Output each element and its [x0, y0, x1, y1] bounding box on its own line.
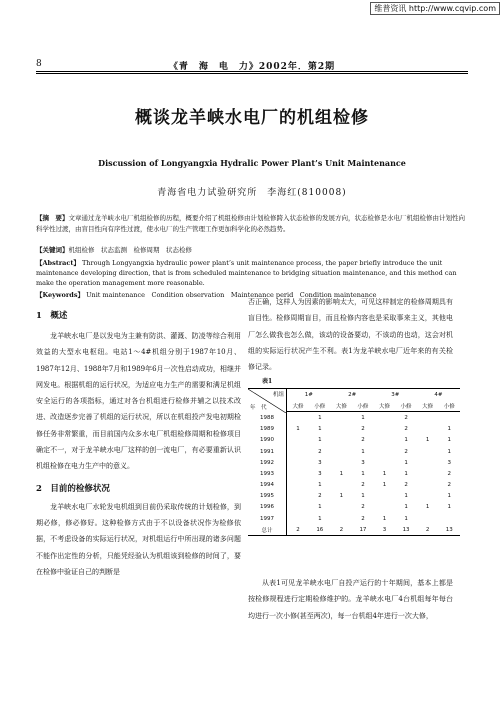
table-cell: 2 — [447, 482, 451, 489]
section-1-paragraph: 龙羊峡水电厂是以发电为主兼有防洪、灌溉、防凌等综合利用效益的大型水电枢纽。电站1～4#机组分别于1987年10月、1987年12月、1988年7月和1989年6月一次性启动成功，相继并网发电。根据机组的运行状况，为适应电力生产的需要和满足机组安全运行的各项指标，通过对各台机组进行检修并辅之以技术改进、改造逐步完善了机组的运行状况，所以在机组投产发电初期检修任务非常繁重，而目前国内众多水电厂机组检修周期和检修项目确定不一，对于龙羊峡水电厂这样的创一流电厂，有必要重新认识机组检修在电力生产中的意义。 — [36, 332, 241, 471]
unit-header: 3# — [391, 391, 400, 398]
table-cell: 3 — [361, 459, 365, 466]
table-cell — [438, 513, 460, 524]
table-cell — [331, 446, 353, 457]
abstract-en-label: 【Abstract】 — [36, 259, 80, 267]
right-column-top-text: 否正确，这样人为因素的影响太大，可见这样制定的检修周期具有盲目性。检修周期盲目，而且检修内容也是采取事来主义，其他电厂怎么做我也怎么做，该动的设备要动，不该动的也动，这会对机组的实际运行状况产生不利。表1为龙羊峡水电厂近年来的有关检修记录。 — [248, 298, 453, 372]
row-year: 1988 — [248, 412, 287, 424]
table-body — [248, 412, 460, 536]
table-cell — [287, 435, 310, 446]
table-cell: 1 — [404, 437, 408, 444]
table-cell — [374, 457, 396, 468]
table-cell: 1 — [318, 515, 322, 522]
table-cell — [287, 468, 310, 479]
table-cell — [331, 412, 353, 424]
table-cell: 16 — [316, 526, 324, 533]
table-cell — [374, 491, 396, 502]
table-cell — [417, 424, 439, 435]
table-cell — [287, 457, 310, 468]
table-cell: 2 — [361, 482, 365, 489]
table-cell — [287, 480, 310, 491]
watermark: 维普资讯 http://www.cqvip.com — [370, 2, 500, 15]
unit-header: 1# — [304, 391, 313, 398]
table-cell — [331, 435, 353, 446]
table-row — [248, 480, 460, 491]
right-column-bottom-text — [248, 575, 453, 624]
table-cell: 3 — [318, 470, 322, 477]
table-cell: 13 — [402, 526, 410, 533]
sub-header: 小修 — [309, 400, 331, 412]
table-cell — [331, 480, 353, 491]
journal-name: 《青 海 电 力》2002年．第2期 — [168, 62, 336, 72]
row-year: 1992 — [248, 457, 287, 468]
table-row — [248, 491, 460, 502]
unit-header: 2# — [348, 391, 357, 398]
table-cell: 2 — [339, 526, 344, 533]
table-row — [248, 502, 460, 513]
table-cell — [331, 513, 353, 524]
table-cell: 2 — [447, 470, 451, 477]
abstract-label: 【摘 要】 — [36, 214, 69, 222]
row-year: 1996 — [248, 502, 287, 513]
table-cell: 1 — [404, 470, 408, 477]
row-year: 1990 — [248, 435, 287, 446]
table-cell — [374, 424, 396, 435]
section-2-paragraph: 龙羊峡水电厂水轮发电机组到目前仍采取传统的计划检修，到期必修，修必修好。这种检修方式由于不以设备状况作为检修依据，不考虑设备的实际运行状况，对机组运行中所出现的诸多问题不能作出定性的分析，只能凭经验认为机组该到检修的时间了，要在检修中验证自己的判断是 — [36, 502, 241, 576]
page-number: 8 — [36, 59, 42, 69]
table-cell: 2 — [318, 493, 322, 500]
table-corner-header — [248, 389, 287, 412]
table-cell: 1 — [447, 426, 451, 433]
header-rule — [36, 71, 468, 74]
table-row — [248, 435, 460, 446]
table-cell — [417, 457, 439, 468]
table-cell: 1 — [425, 437, 430, 444]
table-cell: 1 — [318, 437, 322, 444]
table-cell: 3 — [318, 459, 322, 466]
table-cell: 1 — [404, 493, 408, 500]
table-cell: 2 — [361, 437, 365, 444]
table-cell: 2 — [404, 414, 408, 421]
table-row — [248, 424, 460, 435]
table-cell: 2 — [361, 426, 365, 433]
keywords-en-label: 【Keywords】 — [36, 291, 84, 299]
table-cell: 1 — [447, 493, 451, 500]
table-cell: 1 — [382, 515, 387, 522]
table-title: 表1 — [262, 378, 273, 385]
table-cell: 1 — [447, 437, 451, 444]
sub-header: 大修 — [331, 400, 353, 412]
table-cell — [438, 412, 460, 424]
table-cell — [374, 412, 396, 424]
table-cell: 1 — [361, 470, 365, 477]
table-cell: 2 — [404, 448, 408, 455]
sub-header: 大修 — [287, 400, 310, 412]
abstract-english — [36, 258, 468, 288]
sub-header: 大修 — [417, 400, 439, 412]
table-cell — [417, 491, 439, 502]
keywords-label: 【关键词】 — [36, 246, 69, 254]
table-row — [248, 524, 460, 536]
table-cell — [331, 502, 353, 513]
table-cell: 1 — [339, 493, 344, 500]
table-cell: 13 — [445, 526, 453, 533]
abstract-text: 文章通过龙羊峡水电厂机组检修的历程，概要介绍了机组检修由计划检修跨入状态检修的发展方向，状态检修是水电厂机组检修由计划性向科学性过渡，由盲目性向有序性过渡，使水电厂的生产管理工作更加科学化的必然趋势。 — [36, 214, 465, 233]
table-row — [248, 457, 460, 468]
left-column — [36, 306, 241, 580]
table-cell — [417, 412, 439, 424]
keywords-text: 机组检修 状态监测 检修周期 状态检修 — [68, 246, 192, 254]
table-cell: 1 — [404, 459, 408, 466]
table-cell — [374, 502, 396, 513]
row-year: 总计 — [248, 524, 287, 536]
unit-header: 4# — [434, 391, 443, 398]
table-cell: 2 — [361, 504, 365, 511]
table-cell: 3 — [382, 526, 387, 533]
table-cell: 1 — [382, 482, 387, 489]
table-cell — [417, 468, 439, 479]
row-year: 1997 — [248, 513, 287, 524]
author-affiliation: 青海省电力试验研究所 李海红(810008) — [157, 188, 347, 198]
abstract-en-text: Through Longyangxia hydraulic power plant’s unit maintenance process, the paper briefly introduce the unit maintenance developing direction, that is from scheduled maintenance to bridging situation maintenance, and this method can make the operation management more reasonable. — [36, 259, 457, 287]
table-cell — [417, 480, 439, 491]
article-title: 概谈龙羊峡水电厂的机组检修 — [135, 108, 369, 128]
header-unit: 机组 — [272, 392, 284, 398]
section-1-heading: 1 概述 — [36, 311, 68, 321]
table-cell: 1 — [447, 448, 451, 455]
keywords-chinese — [36, 245, 468, 256]
row-year: 1991 — [248, 446, 287, 457]
table-cell — [287, 412, 310, 424]
table-cell: 1 — [318, 414, 322, 421]
maintenance-table — [248, 388, 460, 536]
table-row — [248, 446, 460, 457]
table-cell — [417, 513, 439, 524]
abstract-chinese — [36, 213, 468, 234]
table-cell — [331, 457, 353, 468]
table-cell: 1 — [318, 504, 322, 511]
table-cell: 2 — [404, 482, 408, 489]
row-year: 1995 — [248, 491, 287, 502]
table-cell: 2 — [318, 448, 322, 455]
row-year: 1994 — [248, 480, 287, 491]
table-row — [248, 412, 460, 424]
table-cell — [374, 435, 396, 446]
table-cell: 1 — [382, 470, 387, 477]
table-cell: 1 — [361, 448, 365, 455]
table-cell — [287, 491, 310, 502]
sub-header: 大修 — [374, 400, 396, 412]
table-cell: 1 — [361, 414, 365, 421]
keywords-en-text: Unit maintenance Condition observation Maintenance perid Condition maintenance — [86, 291, 377, 299]
table-row — [248, 468, 460, 479]
table-cell: 1 — [425, 504, 430, 511]
table-cell: 2 — [296, 526, 300, 533]
sub-header: 小修 — [395, 400, 417, 412]
table-cell: 2 — [361, 515, 365, 522]
row-year: 1989 — [248, 424, 287, 435]
table-row — [248, 513, 460, 524]
table-cell: 1 — [447, 504, 451, 511]
table-cell — [331, 424, 353, 435]
table-cell: 1 — [339, 470, 344, 477]
table-cell: 1 — [318, 426, 322, 433]
table-cell — [374, 446, 396, 457]
section-2-heading: 2 目前的检修状况 — [36, 483, 110, 494]
table-cell — [287, 502, 310, 513]
table-cell: 1 — [361, 493, 365, 500]
right-bottom-paragraph: 从表1可见龙羊峡水电厂自投产运行的十年期间，基本上都是按检修规程进行定期检修维护的。龙羊峡水电厂4台机组每年每台均进行一次小修(甚至两次)，每一台机组4年进行一次大修， — [248, 579, 453, 620]
table-cell: 1 — [404, 515, 408, 522]
sub-header: 小修 — [438, 400, 460, 412]
row-year: 1993 — [248, 468, 287, 479]
running-header — [36, 59, 468, 71]
table-cell: 2 — [404, 426, 408, 433]
table-cell — [287, 446, 310, 457]
sub-header: 小修 — [352, 400, 374, 412]
table-cell: 1 — [296, 426, 300, 433]
header-year: 年 代 — [250, 404, 267, 411]
article-title-english: Discussion of Longyangxia Hydralic Power Plant’s Unit Maintenance — [98, 158, 406, 168]
table-cell: 2 — [425, 526, 430, 533]
table-cell — [287, 513, 310, 524]
table-cell: 3 — [447, 459, 451, 466]
table-cell: 1 — [318, 482, 322, 489]
table-cell: 17 — [359, 526, 367, 533]
table-cell — [417, 446, 439, 457]
table-cell: 1 — [404, 504, 408, 511]
